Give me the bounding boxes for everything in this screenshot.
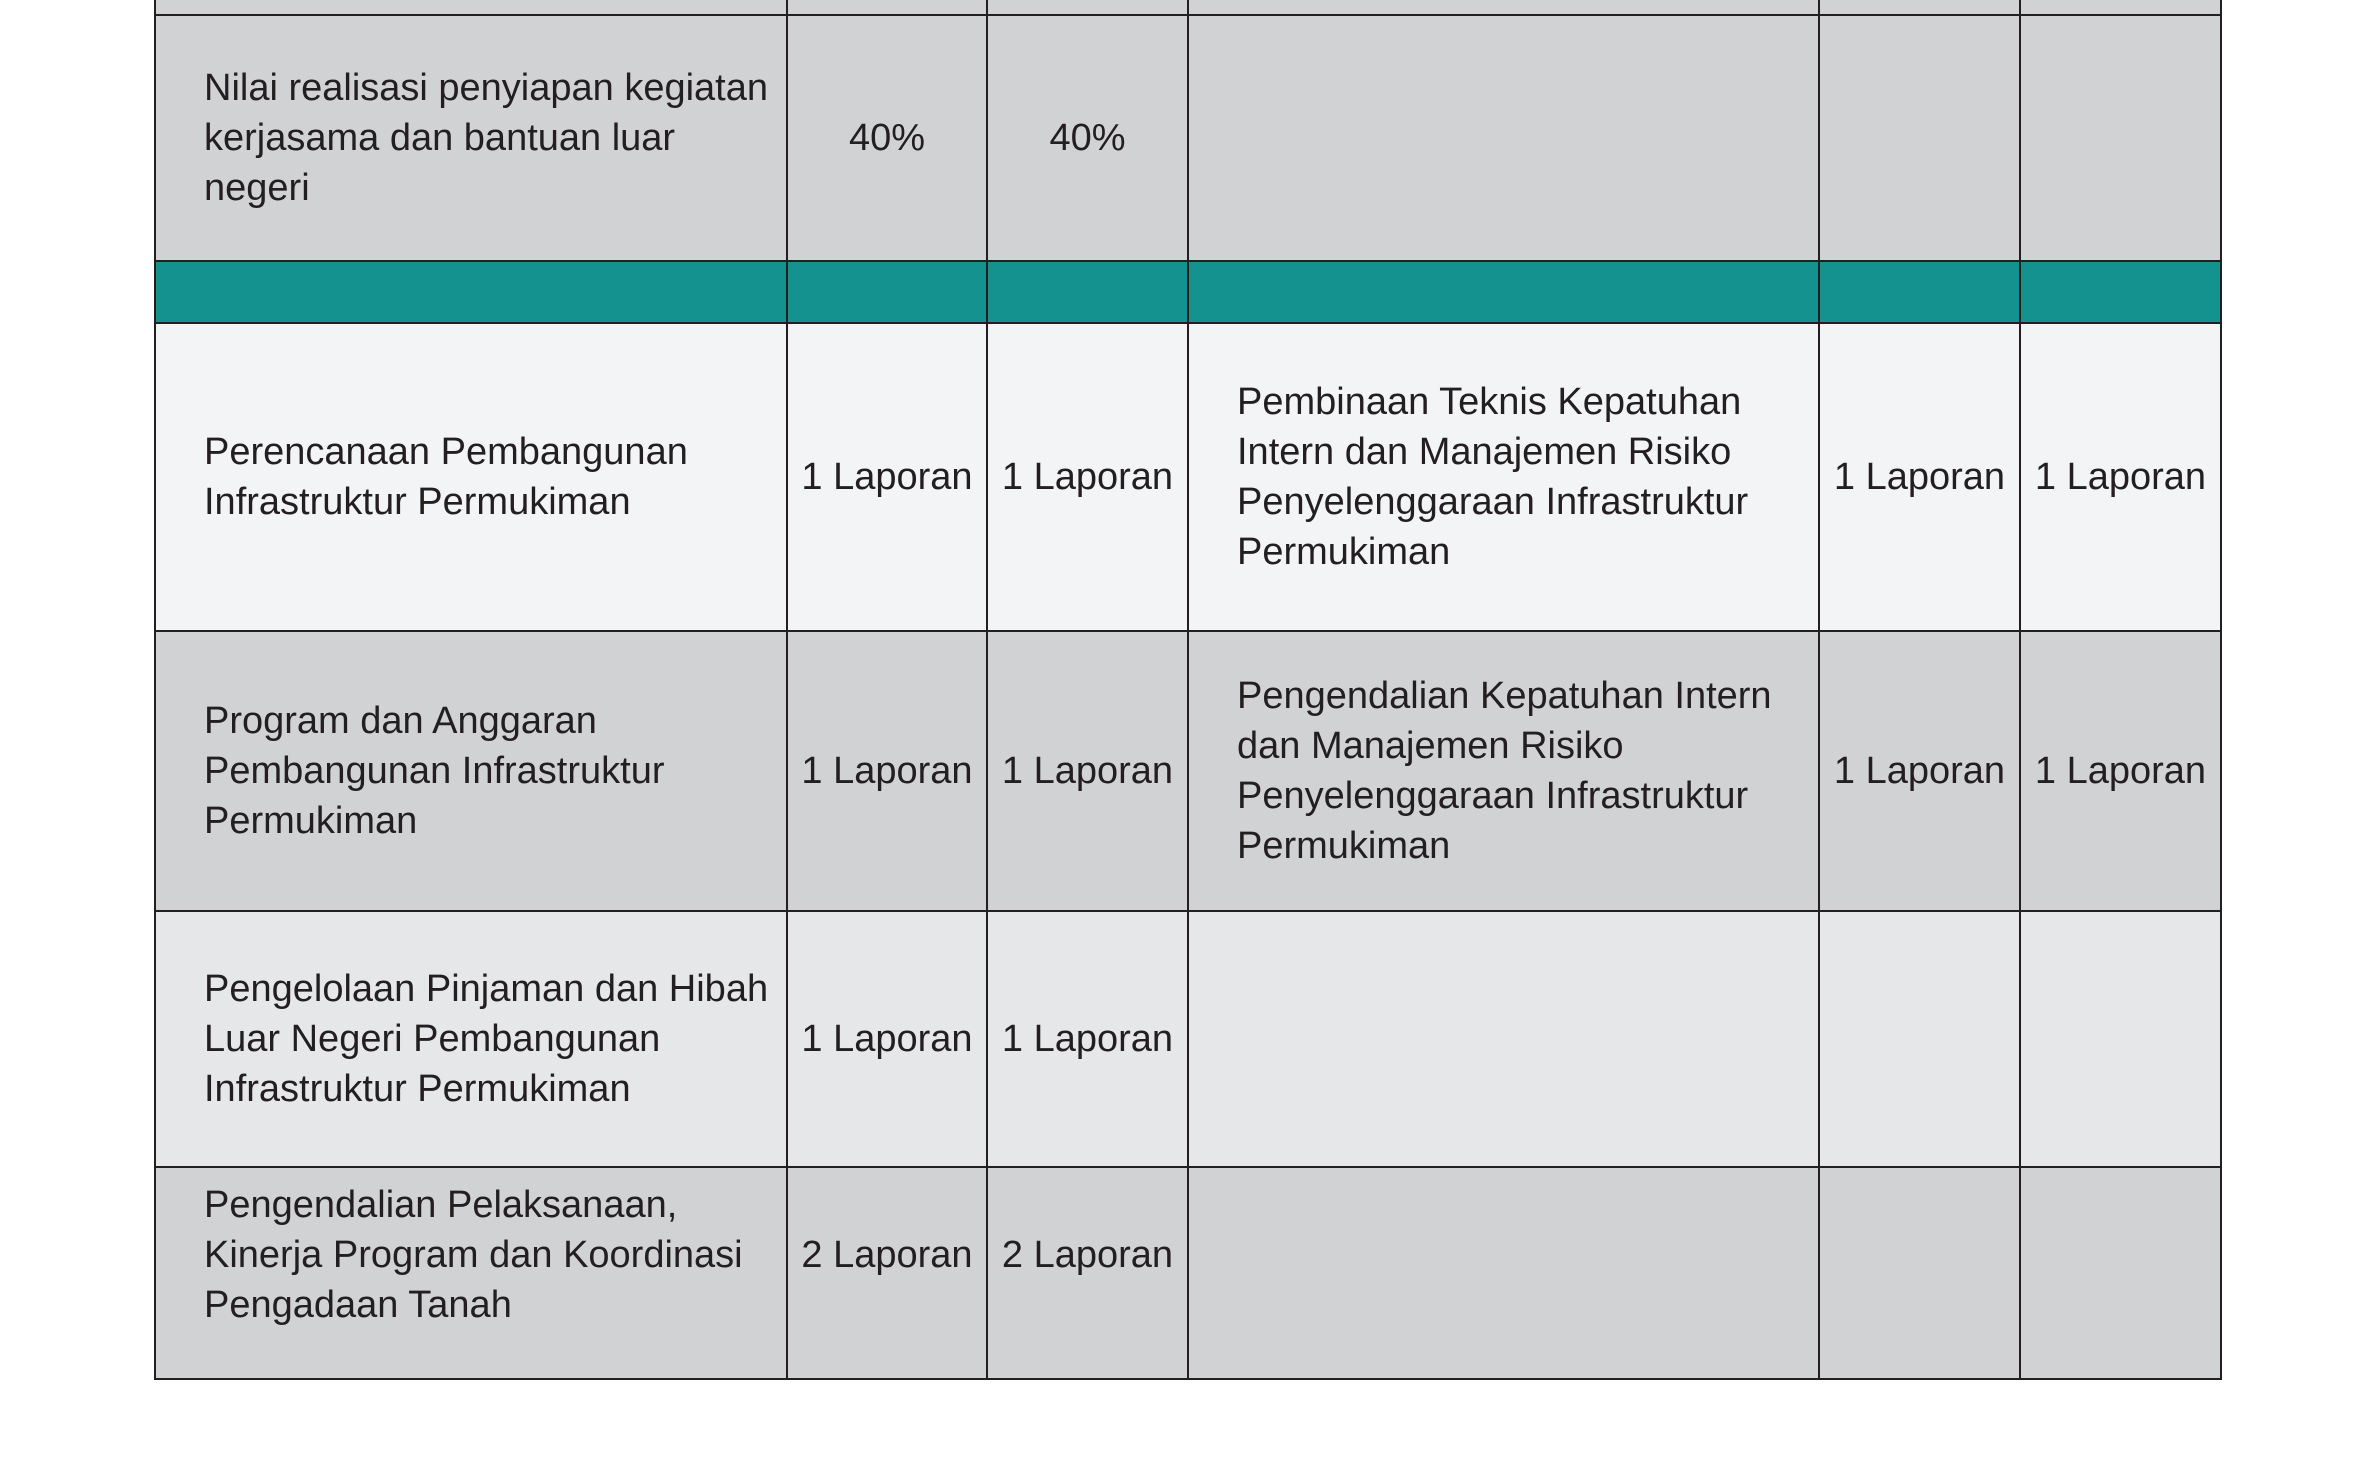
section-bar-cell xyxy=(1819,261,2020,323)
target-a-cell xyxy=(787,0,987,15)
activity-cell: Pengendalian Kepatuhan Intern dan Manajemen Risiko Penyelenggaraan Infrastruktur Permukiman xyxy=(1188,631,1819,911)
output-b-cell xyxy=(2020,1167,2221,1379)
output-a-cell xyxy=(1819,911,2020,1167)
target-b-cell: 1 Laporan xyxy=(987,631,1188,911)
target-b-cell: 1 Laporan xyxy=(987,323,1188,631)
activity-cell xyxy=(1188,1167,1819,1379)
table-row xyxy=(155,323,2221,631)
output-b-cell xyxy=(2020,0,2221,15)
table-row xyxy=(155,911,2221,1167)
table-row xyxy=(155,0,2221,15)
output-b-cell: 1 Laporan xyxy=(2020,323,2221,631)
target-a-cell: 2 Laporan xyxy=(787,1167,987,1379)
indicator-cell: Program dan Anggaran Pembangunan Infrastruktur Permukiman xyxy=(155,631,787,911)
indicator-cell: Nilai realisasi penyiapan kegiatan kerjasama dan bantuan luar negeri xyxy=(155,15,787,261)
section-bar-cell xyxy=(2020,261,2221,323)
output-b-cell xyxy=(2020,911,2221,1167)
target-b-cell: 2 Laporan xyxy=(987,1167,1188,1379)
section-bar-cell xyxy=(155,261,787,323)
indicator-cell: Pengelolaan Pinjaman dan Hibah Luar Negeri Pembangunan Infrastruktur Permukiman xyxy=(155,911,787,1167)
activity-cell xyxy=(1188,0,1819,15)
indicator-cell: Pengendalian Pelaksanaan, Kinerja Program dan Koordinasi Pengadaan Tanah xyxy=(155,1167,787,1379)
target-b-cell: 40% xyxy=(987,15,1188,261)
table-row xyxy=(155,1167,2221,1379)
table-row xyxy=(155,631,2221,911)
activity-cell xyxy=(1188,911,1819,1167)
indicator-cell: Perencanaan Pembangunan Infrastruktur Permukiman xyxy=(155,323,787,631)
target-b-cell xyxy=(987,0,1188,15)
indicator-cell xyxy=(155,0,787,15)
target-b-cell: 1 Laporan xyxy=(987,911,1188,1167)
target-a-cell: 1 Laporan xyxy=(787,911,987,1167)
output-a-cell xyxy=(1819,1167,2020,1379)
output-a-cell xyxy=(1819,15,2020,261)
target-a-cell: 40% xyxy=(787,15,987,261)
activity-cell: Pembinaan Teknis Kepatuhan Intern dan Manajemen Risiko Penyelenggaraan Infrastruktur Permukiman xyxy=(1188,323,1819,631)
activity-cell xyxy=(1188,15,1819,261)
output-a-cell: 1 Laporan xyxy=(1819,323,2020,631)
section-bar-cell xyxy=(987,261,1188,323)
table-row xyxy=(155,15,2221,261)
section-bar-cell xyxy=(787,261,987,323)
output-b-cell xyxy=(2020,15,2221,261)
section-bar-cell xyxy=(1188,261,1819,323)
output-b-cell: 1 Laporan xyxy=(2020,631,2221,911)
output-a-cell xyxy=(1819,0,2020,15)
output-a-cell: 1 Laporan xyxy=(1819,631,2020,911)
section-divider-row xyxy=(155,261,2221,323)
target-a-cell: 1 Laporan xyxy=(787,631,987,911)
target-a-cell: 1 Laporan xyxy=(787,323,987,631)
performance-table xyxy=(154,0,2222,1380)
